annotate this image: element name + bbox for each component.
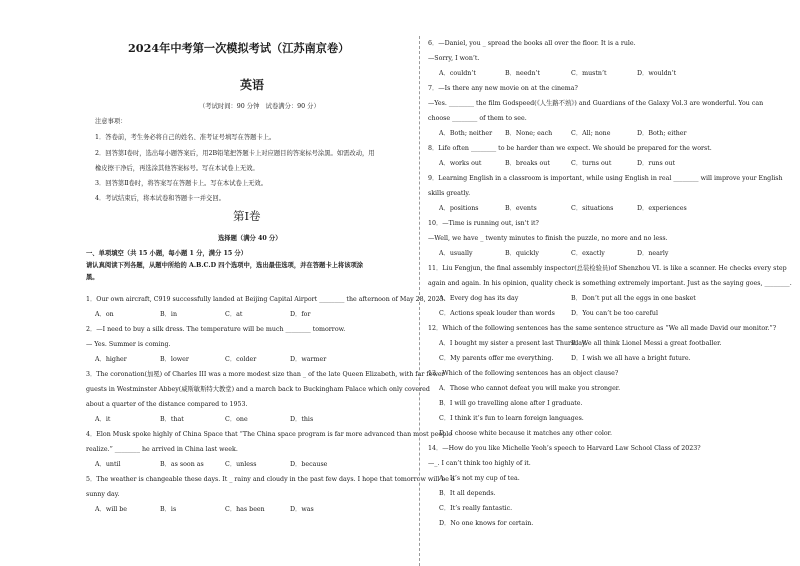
section-instruction: 黑。 [86,274,99,281]
question-3-option-c[interactable]: C．one [225,416,248,423]
question-4-option-a[interactable]: A．until [95,461,121,468]
question-8-option-b[interactable]: B．breaks out [505,160,550,167]
question-6-text: —Sorry, I won’t. [428,55,480,62]
question-13-option-c[interactable]: C．I think it’s fun to learn foreign languages. [439,415,584,422]
question-12-option-d[interactable]: D．I wish we all have a bright future. [571,355,691,362]
question-7-option-b[interactable]: B．None; each [505,130,553,137]
notes-heading: 注意事项： [95,118,127,125]
question-5-option-d[interactable]: D．was [290,506,314,513]
question-13-option-b[interactable]: B．I will go travelling alone after I graduate. [439,400,583,407]
question-10-option-d[interactable]: D．nearly [637,250,669,257]
question-3-option-d[interactable]: D．this [290,416,314,423]
question-12-option-a[interactable]: A．I bought my sister a present last Thursday. [439,340,587,347]
note-line: 橡皮擦干净后，再选涂其他答案标号。写在本试卷上无效。 [95,165,259,172]
question-8-option-a[interactable]: A．works out [439,160,482,167]
question-7-option-d[interactable]: D．Both; either [637,130,687,137]
question-2-option-c[interactable]: C．colder [225,356,257,363]
question-4-option-d[interactable]: D．because [290,461,328,468]
question-12-option-c[interactable]: C．My parents offer me everything. [439,355,554,362]
question-7-text: —Yes. ________ the film Godspeed(《人生路不熟》) and Guardians of the Galaxy Vol.3 are wonderful. You can [428,100,764,107]
question-2-option-a[interactable]: A．higher [95,356,127,363]
question-1-option-b[interactable]: B．in [160,311,177,318]
question-13-option-a[interactable]: A．Those who cannot defeat you will make you stronger. [439,385,621,392]
section-instruction: 请认真阅读下列各题，从题中所给的 A.B.C.D 四个选项中，选出最佳选项，并在答题卡上将该项涂 [86,262,364,269]
question-9-text: 9．Learning English in a classroom is important, while using English in real ________ will improve your English [428,175,783,182]
column-divider [419,36,420,566]
question-1-option-a[interactable]: A．on [95,311,114,318]
question-11-text: again and again. In his opinion, quality check is something extremely important. Just as the saying goes, ________. [428,280,792,287]
note-line: 4．考试结束后，将本试卷和答题卡一并交回。 [95,195,225,202]
question-10-option-a[interactable]: A．usually [439,250,473,257]
question-3-text: 3．The coronation(加冕) of Charles III was a more modest size than _ of the late Queen Elizabeth, with far fewer [86,371,445,378]
question-7-text: choose ________ of them to see. [428,115,527,122]
question-10-text: —Well, we have _ twenty minutes to finish the puzzle, no more and no less. [428,235,668,242]
question-8-text: 8．Life often ________ to be harder than we expect. We should be prepared for the worst. [428,145,712,152]
question-13-option-d[interactable]: D．I choose white because it matches any other color. [439,430,612,437]
question-9-option-b[interactable]: B．events [505,205,537,212]
volume-heading: 第Ⅰ卷 [233,209,261,223]
question-4-text: 4．Elon Musk spoke highly of China Space that “The China space program is far more advanced than most people [86,431,452,438]
question-9-option-d[interactable]: D．experiences [637,205,687,212]
section-heading: 一、单项填空（共 15 小题，每小题 1 分，满分 15 分） [86,250,247,257]
question-14-option-d[interactable]: D．No one knows for certain. [439,520,534,527]
question-14-option-c[interactable]: C．It’s really fantastic. [439,505,513,512]
question-5-option-c[interactable]: C．has been [225,506,265,513]
question-14-option-a[interactable]: A．It’s not my cup of tea. [439,475,520,482]
question-8-option-d[interactable]: D．runs out [637,160,676,167]
question-2-text: — Yes. Summer is coming. [86,341,171,348]
question-8-option-c[interactable]: C．turns out [571,160,612,167]
question-4-text: realize.” ________ he arrived in China last week. [86,446,238,453]
question-11-option-b[interactable]: B．Don’t put all the eggs in one basket [571,295,696,302]
question-10-text: 10．—Time is running out, isn't it? [428,220,539,227]
question-11-option-c[interactable]: C．Actions speak louder than words [439,310,555,317]
question-5-text: 5．The weather is changeable these days. It _ rainy and cloudy in the past few days. I hope that tomorrow will be a [86,476,455,483]
question-14-text: 14．—How do you like Michelle Yeoh’s speech to Harvard Law School Class of 2023? [428,445,701,452]
question-2-option-b[interactable]: B．lower [160,356,189,363]
question-9-text: skills greatly. [428,190,471,197]
question-7-option-a[interactable]: A．Both; neither [439,130,493,137]
question-9-option-a[interactable]: A．positions [439,205,479,212]
question-6-option-c[interactable]: C．mustn’t [571,70,607,77]
question-6-option-b[interactable]: B．needn’t [505,70,541,77]
question-14-option-b[interactable]: B．It all depends. [439,490,496,497]
exam-title: 2024年中考第一次模拟考试（江苏南京卷） [128,41,350,55]
question-5-option-b[interactable]: B．is [160,506,177,513]
question-5-text: sunny day. [86,491,120,498]
question-11-text: 11．Liu Fengjun, the final assembly inspector(总装检验员)of Shenzhou VI. is like a scanner. He checks every step [428,265,787,272]
subject-title: 英语 [240,78,265,92]
question-3-option-b[interactable]: B．that [160,416,184,423]
question-6-option-a[interactable]: A．couldn’t [439,70,476,77]
question-13-text: 13．Which of the following sentences has an object clause? [428,370,619,377]
question-11-option-a[interactable]: A．Every dog has its day [439,295,519,302]
question-11-option-d[interactable]: D．You can’t be too careful [571,310,658,317]
question-9-option-c[interactable]: C．situations [571,205,614,212]
question-1-option-c[interactable]: C．at [225,311,243,318]
question-2-option-d[interactable]: D．warmer [290,356,327,363]
note-line: 1．答卷前，考生务必将自己的姓名、准考证号填写在答题卡上。 [95,134,276,141]
exam-meta: （考试时间：90 分钟 试卷满分：90 分） [199,103,320,110]
question-10-option-b[interactable]: B．quickly [505,250,539,257]
note-line: 3．回答第Ⅱ卷时，将答案写在答题卡上。写在本试卷上无效。 [95,180,268,187]
question-3-text: guests in Westminster Abbey(威斯敏斯特大教堂) and a march back to Buckingham Palace which only covered [86,386,430,393]
question-12-text: 12．Which of the following sentences has the same sentence structure as “We all made David our monitor.”? [428,325,777,332]
question-3-option-a[interactable]: A．it [95,416,111,423]
question-1-option-d[interactable]: D．for [290,311,311,318]
question-4-option-c[interactable]: C．unless [225,461,257,468]
question-6-option-d[interactable]: D．wouldn’t [637,70,677,77]
question-14-text: —_. I can’t think too highly of it. [428,460,531,467]
question-5-option-a[interactable]: A．will be [95,506,128,513]
question-12-option-b[interactable]: B．We all think Lionel Messi a great footballer. [571,340,722,347]
part-heading: 选择题（满分 40 分） [218,235,282,242]
question-6-text: 6．—Daniel, you _ spread the books all over the floor. It is a rule. [428,40,636,47]
question-4-option-b[interactable]: B．as soon as [160,461,204,468]
question-7-text: 7．—Is there any new movie on at the cinema? [428,85,578,92]
question-7-option-c[interactable]: C．All; none [571,130,611,137]
question-1-text: 1．Our own aircraft, C919 successfully landed at Beijing Capital Airport ________ the afternoon of May 28, 2023. [86,296,446,303]
question-10-option-c[interactable]: C．exactly [571,250,605,257]
question-3-text: about a quarter of the distance compared to 1953. [86,401,248,408]
question-2-text: 2．—I need to buy a silk dress. The temperature will be much ________ tomorrow. [86,326,346,333]
note-line: 2．回答第Ⅰ卷时，选出每小题答案后，用2B铅笔把答题卡上对应题目的答案标号涂黑。如需改动，用 [95,150,375,157]
